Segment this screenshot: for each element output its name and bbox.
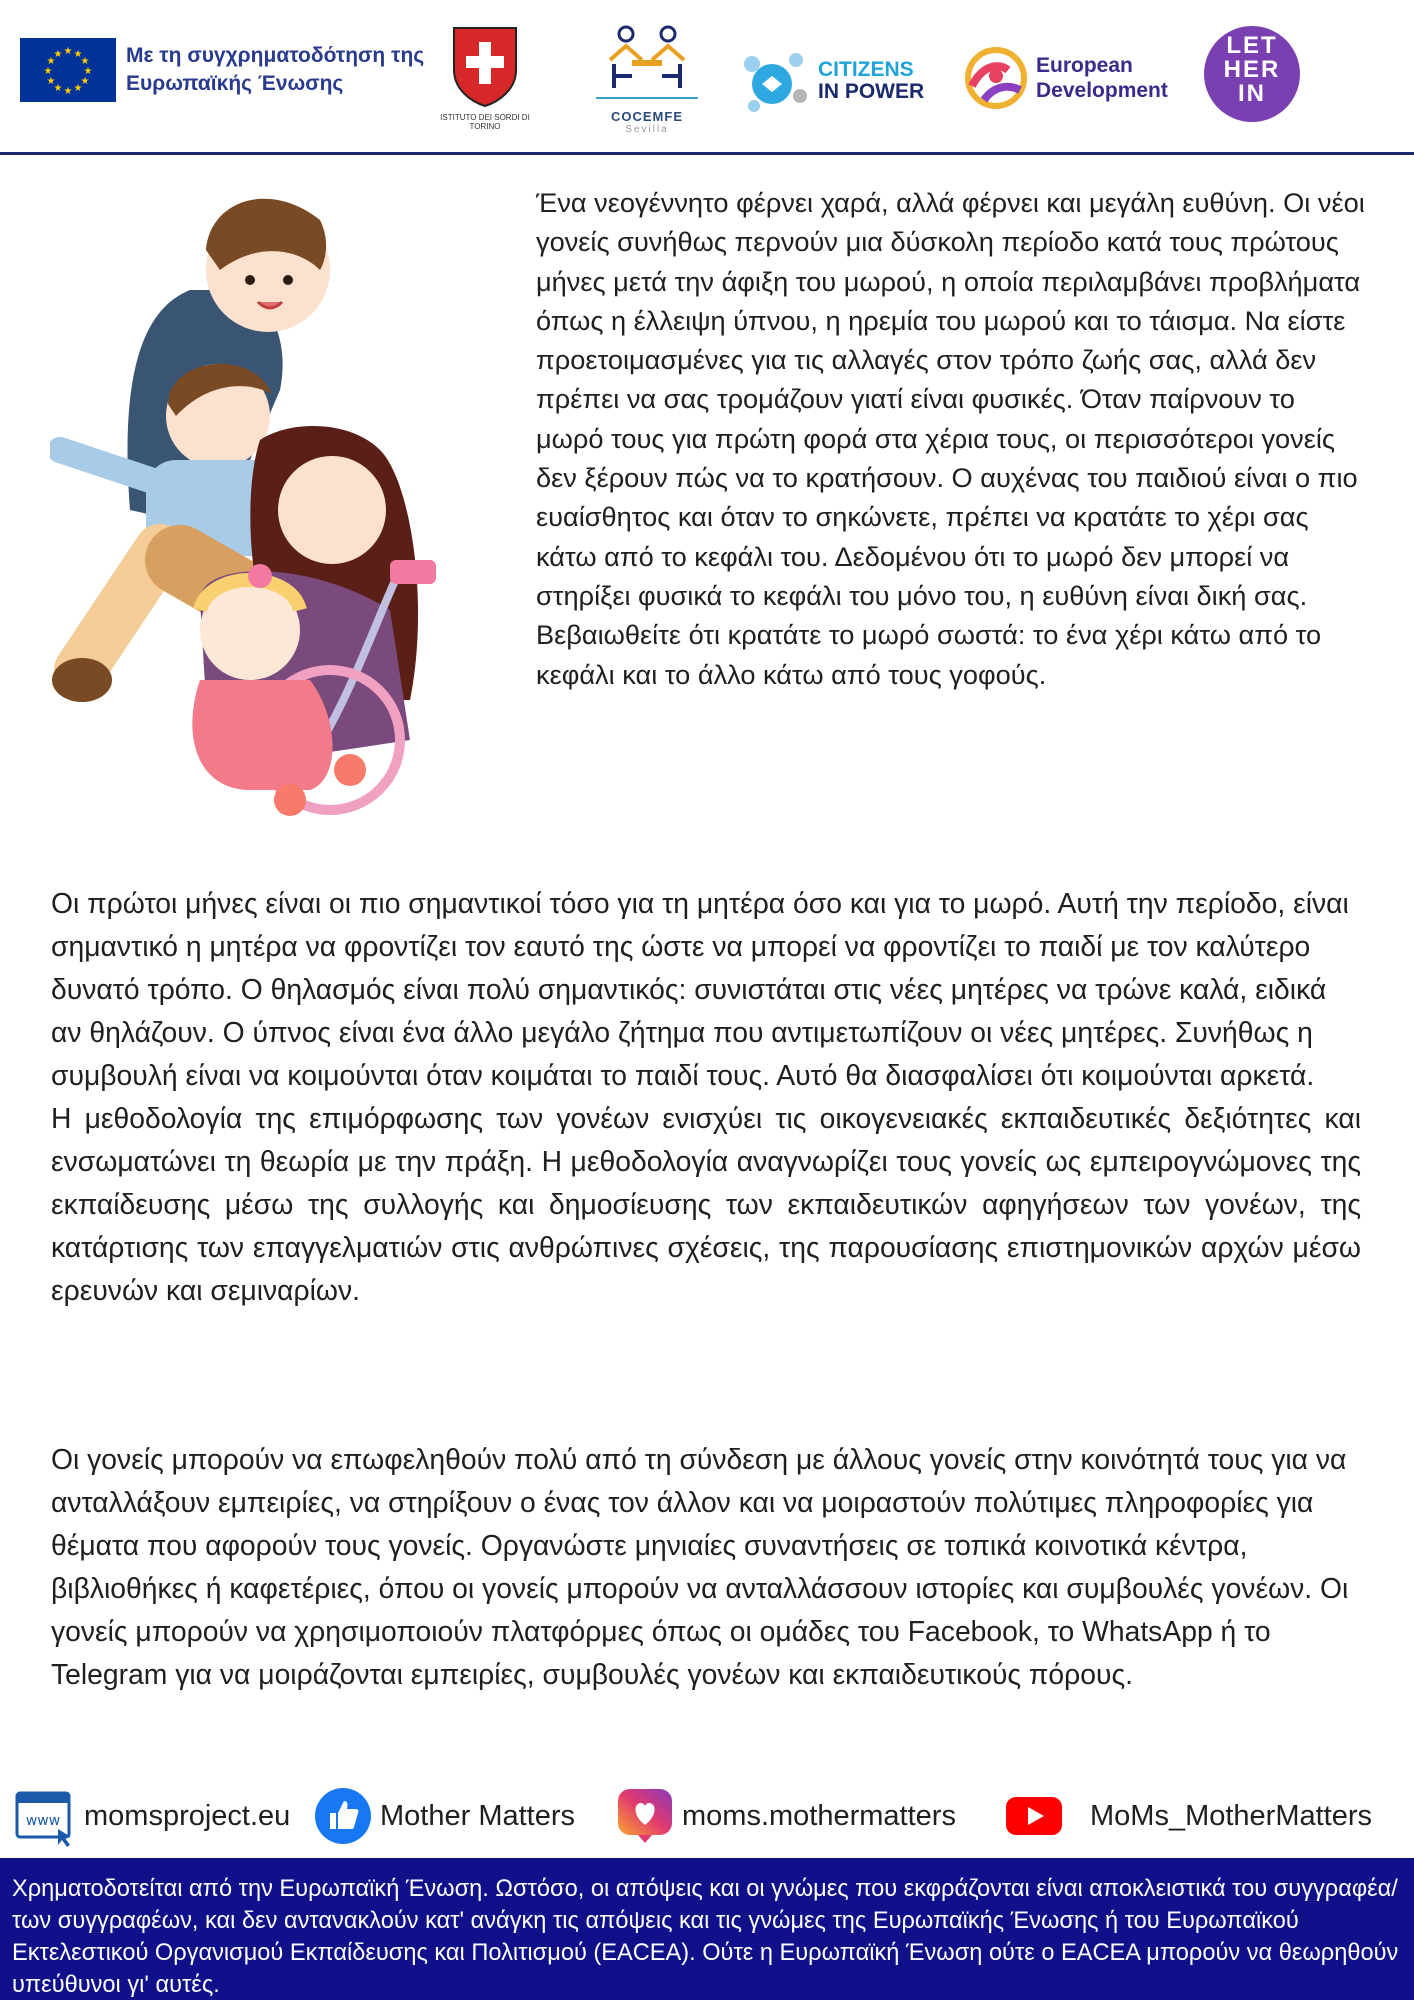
svg-text:★: ★ bbox=[63, 46, 73, 57]
lether-line3: IN bbox=[1238, 80, 1266, 107]
eu-funding-label: Με τη συγχρηματοδότηση της Ευρωπαϊκής Ένωσης bbox=[126, 44, 425, 95]
facebook-link[interactable] bbox=[314, 1785, 575, 1847]
instagram-heart-icon bbox=[616, 1787, 674, 1845]
website-text: momsproject.eu bbox=[84, 1799, 291, 1832]
header-logos bbox=[0, 0, 1414, 152]
svg-text:★: ★ bbox=[63, 86, 73, 97]
svg-text:★: ★ bbox=[83, 66, 93, 77]
svg-text:★: ★ bbox=[53, 49, 63, 60]
citizens-line2: IN POWER bbox=[818, 80, 925, 103]
youtube-link[interactable] bbox=[1004, 1785, 1372, 1847]
intro-paragraph: Ένα νεογέννητο φέρνει χαρά, αλλά φέρνει και μεγάλη ευθύνη. Οι νέοι γονείς συνήθως περνούν μια δύσκολη περίοδο κατά τους πρώτους μήνες μετά την άφιξη του μωρού, η οποία περιλαμβάνει προβλήματα όπως η έλλειψη ύπνου, η ηρεμία του μωρού και το τάισμα. Να είστε προετοιμασμένες για τις αλλαγές στον τρόπο ζωής σας, αλλά δεν πρέπει να σας τρομάζουν γιατί είναι φυσικές. Όταν παίρνουν το μωρό τους για πρώτη φορά στα χέρια τους, οι περισσότεροι γονείς δεν ξέρουν πώς να το κρατήσουν. Ο αυχένας του παιδιού είναι ο πιο ευαίσθητος και όταν το σηκώνετε, πρέπει να κρατάτε το χέρι σας κάτω από το κεφάλι του. Δεδομένου ότι το μωρό δεν μπορεί να στηρίξει φυσικά το κεφάλι του μόνο του, η ευθύνη είναι δική σας. Βεβαιωθείτε ότι κρατάτε το μωρό σωστά: το ένα χέρι κάτω από το κεφάλι και το άλλο κάτω από τους γοφούς. bbox=[536, 187, 1365, 690]
svg-text:★: ★ bbox=[73, 49, 83, 60]
paragraph-community: Οι γονείς μπορούν να επωφεληθούν πολύ από τη σύνδεση με άλλους γονείς στην κοινότητά τους για να ανταλλάξουν εμπειρίες, να στηρίξουν ο ένας τον άλλον και να μοιραστούν πολύτιμες πληροφορίες για θέματα που αφορούν τους γονείς. Οργανώστε μηνιαίες συναντήσεις σε τοπικά κοινοτικά κέντρα, βιβλιοθήκες ή καφετέριες, όπου οι γονείς μπορούν να ανταλλάσσουν ιστορίες και συμβουλές γονέων. Οι γονείς μπορούν να χρησιμοποιούν πλατφόρμες όπως οι ομάδες του Facebook, το WhatsApp ή το Telegram για να μοιράζονται εμπειρίες, συμβουλές γονέων και εκπαιδευτικούς πόρους. bbox=[51, 1443, 1349, 1690]
paragraph-first-months bbox=[51, 882, 1361, 1312]
instagram-link[interactable] bbox=[616, 1785, 956, 1847]
lether-line1: LET bbox=[1226, 32, 1278, 59]
eu-flag-icon bbox=[20, 38, 116, 102]
hands-together-icon bbox=[964, 46, 1028, 110]
youtube-icon bbox=[1004, 1791, 1064, 1841]
eu-disclaimer-footer bbox=[0, 1858, 1414, 2000]
family-illustration bbox=[50, 180, 490, 830]
torino-logo bbox=[440, 24, 530, 131]
website-link[interactable] bbox=[14, 1785, 290, 1847]
eudev-line1: European bbox=[1036, 54, 1133, 77]
svg-text:★: ★ bbox=[46, 56, 56, 67]
torino-caption: ISTITUTO DEI SORDI DI TORINO bbox=[440, 113, 530, 131]
web-browser-icon bbox=[14, 1785, 76, 1847]
cocemfe-logo bbox=[592, 24, 702, 135]
citizens-in-power-logo bbox=[740, 48, 924, 114]
facebook-text: Mother Matters bbox=[380, 1799, 575, 1832]
svg-text:★: ★ bbox=[80, 56, 90, 67]
cocemfe-name: COCEMFE bbox=[611, 109, 683, 124]
header-divider bbox=[0, 152, 1414, 155]
cocemfe-sub: Sevilla bbox=[625, 124, 669, 135]
lether-line2: HER bbox=[1223, 56, 1281, 83]
youtube-text: MoMs_MotherMatters bbox=[1090, 1799, 1373, 1832]
instagram-text: moms.mothermatters bbox=[682, 1799, 956, 1832]
european-development-logo bbox=[964, 46, 1168, 110]
svg-text:★: ★ bbox=[46, 76, 56, 87]
shield-icon bbox=[448, 24, 522, 108]
web-icon-label: www bbox=[25, 1813, 61, 1829]
network-icon bbox=[740, 48, 810, 114]
paragraph-first-months-b: Η μεθοδολογία της επιμόρφωσης των γονέων ενισχύει τις οικογενειακές εκπαιδευτικές δεξιότητες και ενσωματώνει τη θεωρία με την πράξη. Η μεθοδολογία αναγνωρίζει τους γονείς ως εμπειρογνώμονες της εκπαίδευσης μέσω της συλλογής και δημοσίευσης των εκπαιδευτικών αφηγήσεων των γονέων, της κατάρτισης των επαγγελματιών στις ανθρώπινες σχέσεις, της παρουσίασης επιστημονικών αρχών μέσω ερευνών και σεμιναρίων. bbox=[51, 1102, 1361, 1306]
facebook-like-icon bbox=[314, 1787, 372, 1845]
eudev-line2: Development bbox=[1036, 79, 1168, 102]
svg-text:★: ★ bbox=[80, 76, 90, 87]
people-meeting-icon bbox=[592, 24, 702, 104]
eu-disclaimer-text: Χρηματοδοτείται από την Ευρωπαϊκή Ένωση. Ωστόσο, οι απόψεις και οι γνώμες που εκφράζονται είναι αποκλειστικά του συγγραφέα/των συγγραφέων, και δεν αντανακλούν κατ' ανάγκη τις απόψεις και τις γνώμες της Ευρωπαϊκής Ένωσης ή του Ευρωπαϊκού Εκτελεστικού Οργανισμού Εκπαίδευσης και Πολιτισμού (EACEA). Ούτε η Ευρωπαϊκή Ένωση ούτε ο EACEA μπορούν να θεωρηθούν υπεύθυνοι γι' αυτές. bbox=[12, 1876, 1399, 1998]
family-icon bbox=[50, 180, 490, 830]
let-her-in-logo bbox=[1204, 26, 1300, 122]
eu-funding-logo bbox=[20, 38, 426, 102]
paragraph-first-months-a: Οι πρώτοι μήνες είναι οι πιο σημαντικοί τόσο για τη μητέρα όσο και για το μωρό. Αυτή την περίοδο, είναι σημαντικό η μητέρα να φροντίζει τον εαυτό της ώστε να μπορεί να φροντίζει το παιδί με τον καλύτερο δυνατό τρόπο. Ο θηλασμός είναι πολύ σημαντικός: συνιστάται στις νέες μητέρες να τρώνε καλά, ειδικά αν θηλάζουν. Ο ύπνος είναι ένα άλλο μεγάλο ζήτημα που αντιμετωπίζουν οι νέες μητέρες. Συνήθως η συμβουλή είναι να κοιμούνται όταν κοιμάται το παιδί τους. Αυτό θα διασφαλίσει ότι κοιμούνται αρκετά. bbox=[51, 887, 1349, 1091]
svg-text:★: ★ bbox=[43, 66, 53, 77]
svg-text:★: ★ bbox=[53, 83, 63, 94]
svg-text:★: ★ bbox=[73, 83, 83, 94]
citizens-line1: CITIZENS bbox=[818, 58, 914, 81]
contact-links bbox=[14, 1785, 1414, 1847]
